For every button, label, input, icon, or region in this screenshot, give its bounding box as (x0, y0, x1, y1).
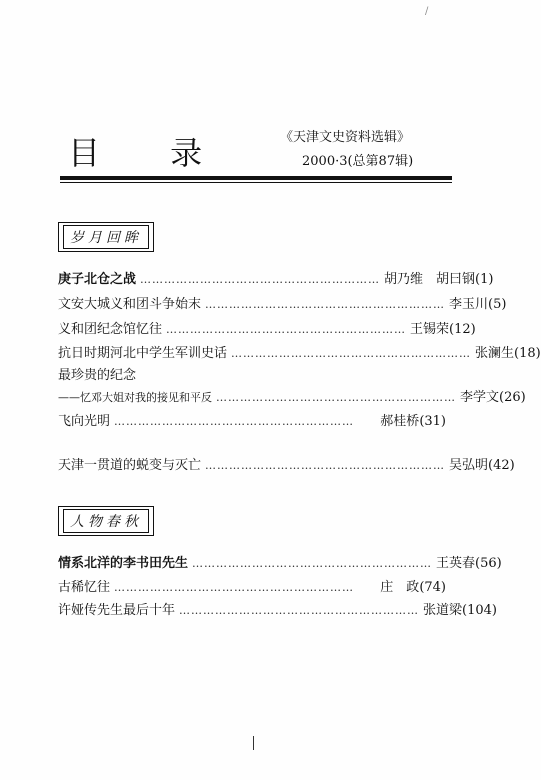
entry-author: 李学文 (460, 390, 500, 405)
leader-dots: …………………………………………………… (231, 347, 472, 360)
header-rule-thin (60, 182, 452, 183)
entry-page: (26) (499, 390, 526, 405)
entry-page: (18) (514, 346, 541, 361)
entry-title: 飞向光明 (58, 414, 111, 429)
toc-entry[interactable] (58, 552, 502, 571)
entry-author: 吴弘明 (449, 458, 489, 473)
entry-subtitle: ——忆邓大姐对我的接见和平反 (58, 391, 212, 404)
toc-entry[interactable] (58, 454, 515, 473)
entry-page: (104) (462, 603, 497, 618)
entry-author: 胡乃维 胡曰钢 (384, 272, 476, 287)
leader-dots: …………………………………………………… (114, 415, 355, 428)
entry-title: 许娅传先生最后十年 (58, 603, 176, 618)
section-label-2: 人物春秋 (58, 506, 154, 536)
leader-dots: …………………………………………………… (166, 323, 407, 336)
series-name: 《天津文史资料选辑》 (280, 130, 411, 145)
entry-author: 王英春 (436, 556, 476, 571)
toc-entry[interactable] (58, 268, 494, 287)
entry-title: 义和团纪念馆忆往 (58, 322, 163, 337)
toc-entry[interactable] (58, 293, 507, 312)
entry-title: 情系北洋的李书田先生 (58, 556, 189, 571)
entry-page: (42) (488, 458, 515, 473)
header-rule-thick (60, 176, 452, 180)
leader-dots: …………………………………………………… (192, 557, 433, 570)
entry-author: 张道梁 (423, 603, 463, 618)
toc-entry[interactable] (58, 599, 497, 618)
leader-dots: …………………………………………………… (205, 459, 446, 472)
entry-title: 天津一贯道的蜕变与灭亡 (58, 458, 202, 473)
entry-title: 抗日时期河北中学生军训史话 (58, 346, 228, 361)
leader-dots: …………………………………………………… (114, 581, 355, 594)
leader-dots: …………………………………………………… (205, 298, 446, 311)
toc-entry[interactable] (58, 386, 526, 405)
entry-page: (56) (475, 556, 502, 571)
entry-page: (31) (419, 414, 446, 429)
entry-page: (5) (488, 297, 507, 312)
entry-title: 文安大城义和团斗争始末 (58, 297, 202, 312)
entry-title[interactable]: 最珍贵的纪念 (58, 368, 137, 383)
entry-title: 庚子北仓之战 (58, 272, 137, 287)
toc-entry[interactable] (58, 342, 541, 361)
entry-page: (12) (449, 322, 476, 337)
entry-author: 张澜生 (475, 346, 515, 361)
toc-entry[interactable] (58, 410, 446, 429)
leader-dots: …………………………………………………… (140, 273, 381, 286)
entry-author: 郝桂桥 (380, 414, 420, 429)
entry-title: 古稀忆往 (58, 580, 111, 595)
entry-author: 李玉川 (449, 297, 489, 312)
page-mark (253, 736, 254, 750)
entry-page: (1) (475, 272, 494, 287)
corner-mark: / (425, 6, 429, 17)
leader-dots: …………………………………………………… (216, 391, 456, 404)
entry-page: (74) (419, 580, 446, 595)
issue-number: 2000·3(总第87辑) (302, 154, 414, 169)
leader-dots: …………………………………………………… (179, 604, 420, 617)
page-title: 目 录 (68, 134, 233, 172)
toc-entry[interactable] (58, 576, 446, 595)
toc-entry[interactable] (58, 318, 476, 337)
entry-author: 庄 政 (380, 580, 420, 595)
section-label-1: 岁月回眸 (58, 222, 154, 252)
entry-author: 王锡荣 (410, 322, 450, 337)
